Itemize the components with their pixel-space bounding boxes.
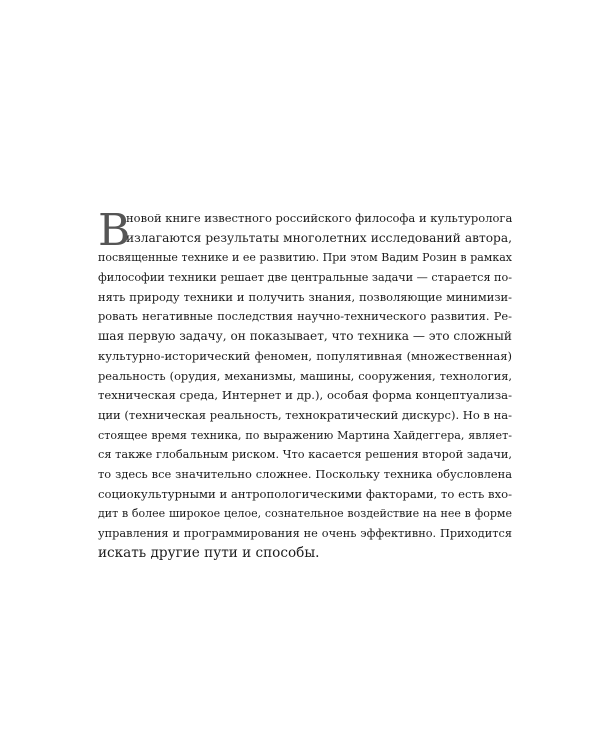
text-line: новой книге известного российского философа и культуролога bbox=[126, 211, 513, 225]
drop-cap-letter: В bbox=[98, 205, 131, 256]
text-line: ровать негативные последствия научно-технического развития. Ре- bbox=[98, 309, 512, 324]
text-line: ся также глобальным риском. Что касается решения второй задачи, bbox=[98, 448, 512, 462]
text-line: реальность (орудия, механизмы, машины, сооружения, технология, bbox=[98, 368, 512, 383]
text-line: искать другие пути и способы. bbox=[98, 544, 320, 561]
text-line: дит в более широкое целое, сознательное воздействие на нее в форме bbox=[98, 507, 512, 521]
text-line: нять природу техники и получить знания, позволяющие минимизи- bbox=[98, 289, 512, 304]
text-line: то здесь все значительно сложнее. Поскольку техника обусловлена bbox=[98, 466, 512, 481]
text-line: техническая среда, Интернет и др.), особая форма концептуализа- bbox=[98, 388, 512, 403]
text-line: ции (техническая реальность, технократический дискурс). Но в на- bbox=[98, 407, 512, 422]
text-line: культурно-исторический феномен, популятивная (множественная) bbox=[98, 348, 512, 363]
text-line: управления и программирования не очень эффективно. Приходится bbox=[98, 527, 512, 540]
text-line: посвященные технике и ее развитию. При этом Вадим Розин в рамках bbox=[98, 251, 512, 265]
text-line: шая первую задачу, он показывает, что техника — это сложный bbox=[98, 329, 512, 344]
text-line: излагаются результаты многолетних исследований автора, bbox=[126, 230, 512, 245]
text-line: философии техники решает две центральные задачи — старается по- bbox=[98, 271, 513, 285]
text-line: социокультурными и антропологическими факторами, то есть вхо- bbox=[98, 486, 512, 501]
text-line: стоящее время техника, по выражению Мартина Хайдеггера, являет- bbox=[98, 428, 512, 442]
annotation-paragraph bbox=[98, 205, 513, 563]
